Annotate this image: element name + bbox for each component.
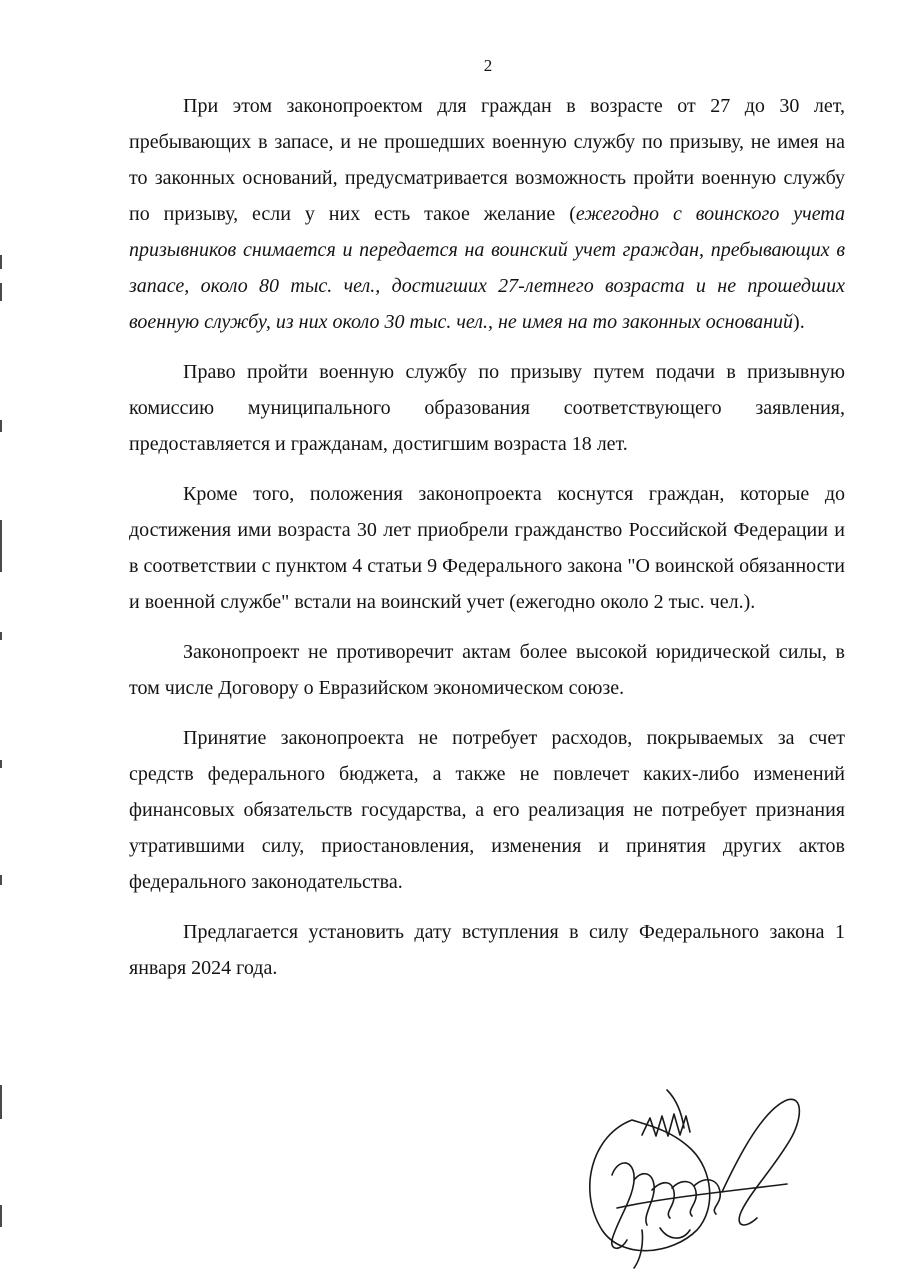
scan-mark: [0, 760, 2, 768]
scan-margin-marks: [0, 0, 4, 1280]
signature-stroke: [722, 1099, 799, 1225]
scan-mark: [0, 1085, 2, 1119]
scan-mark: [0, 283, 2, 301]
paragraph-conscription-age: [129, 88, 845, 340]
signature-stroke: [617, 1184, 787, 1208]
paragraph-tail: ).: [793, 311, 805, 333]
scan-mark: [0, 632, 2, 640]
paragraph-text: При этом законопроектом для граждан в возрасте от 27 до 30 лет, пребывающих в запасе, и не прошедших военную службу по призыву, не имея на то законных оснований, предусматривается возможность пройти военную службу по призыву, если у них есть такое желание (: [129, 95, 845, 225]
scan-mark: [0, 1205, 2, 1227]
signature-stroke: [672, 1182, 696, 1216]
signature-stroke: [660, 1228, 690, 1238]
handwritten-signature: [572, 1080, 812, 1270]
paragraph-budget: Принятие законопроекта не потребует расходов, покрываемых за счет средств федерального бюджета, а также не повлечет каких-либо изменений финансовых обязательств государства, а его реализация не потребует признания утратившими силу, приостановления, изменения и принятия других актов федерального законодательства.: [129, 727, 845, 893]
scan-mark: [0, 875, 2, 885]
paragraph-legal-conformity: Законопроект не противоречит актам более высокой юридической силы, в том числе Договору о Евразийском экономическом союзе.: [129, 641, 845, 699]
letter-body: [129, 88, 845, 986]
signature-stroke: [634, 1174, 654, 1225]
scan-mark: [0, 255, 2, 269]
page-number: 2: [483, 56, 493, 75]
paragraph-citizenship: Кроме того, положения законопроекта коснутся граждан, которые до достижения ими возраста 30 лет приобрели гражданство Российской Федерации и в соответствии с пунктом 4 статьи 9 Федерального закона "О воинской обязанности и военной службе" встали на воинский учет (ежегодно около 2 тыс. чел.).: [129, 483, 845, 613]
paragraph-right-to-serve: Право пройти военную службу по призыву путем подачи в призывную комиссию муниципального образования соответствующего заявления, предоставляется и гражданам, достигшим возраста 18 лет.: [129, 361, 845, 455]
signature-stroke: [634, 1230, 643, 1268]
paragraph-italic-note: ежегодно с воинского учета призывников снимается и передается на воинский учет граждан, пребывающих в запасе, около 80 тыс. чел., достигших 27-летнего возраста и не прошедших военную службу, из них около 30 тыс. чел., не имея на то законных оснований: [129, 203, 845, 333]
signature-stroke: [590, 1120, 710, 1251]
paragraph-effective-date: Предлагается установить дату вступления в силу Федерального закона 1 января 2024 года.: [129, 921, 845, 979]
signature-stroke: [667, 1090, 684, 1128]
scan-mark: [0, 520, 2, 572]
scan-mark: [0, 420, 2, 432]
signature-stroke: [694, 1180, 720, 1214]
